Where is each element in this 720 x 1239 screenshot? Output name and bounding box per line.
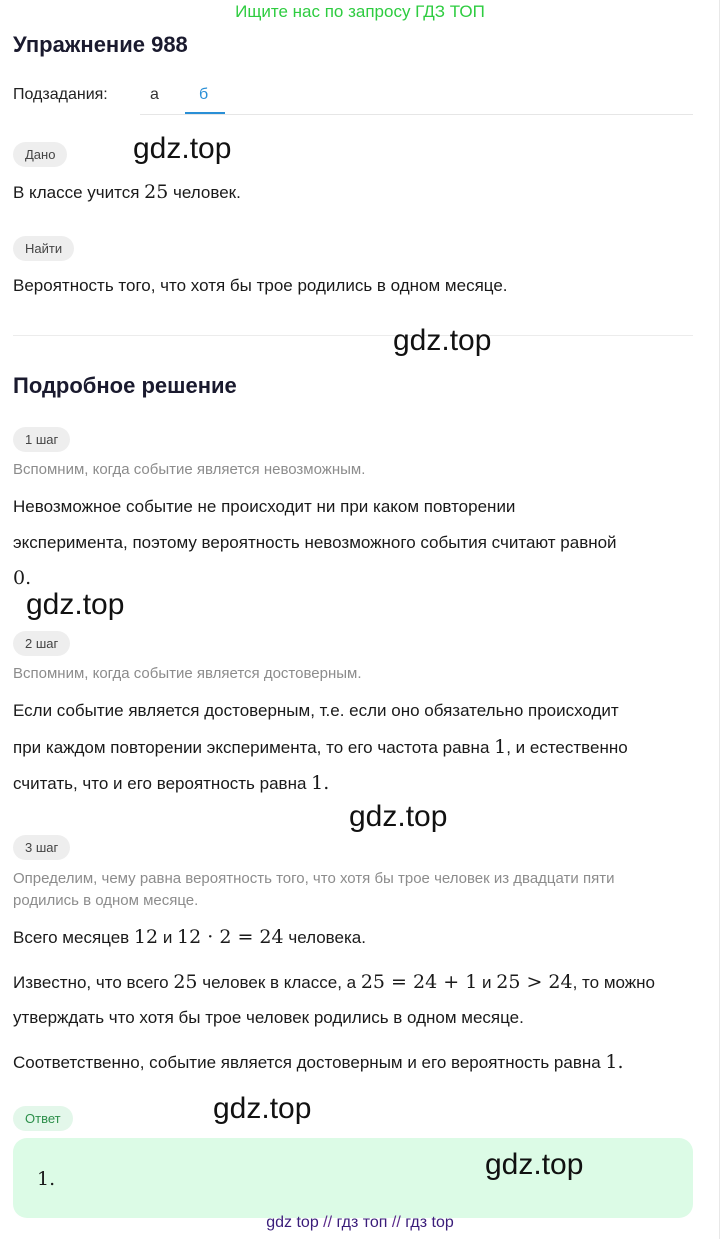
step-1-value: 0. bbox=[13, 567, 32, 589]
step-3-tag: 3 шаг bbox=[13, 835, 70, 860]
step-3-hint: Определим, чему равна вероятность того, что хотя бы трое человек из двадцати пяти bbox=[13, 870, 615, 887]
given-tag: Дано bbox=[13, 142, 67, 167]
footer-links bbox=[0, 1214, 720, 1232]
watermark: gdz.top bbox=[26, 588, 125, 621]
answer-tag: Ответ bbox=[13, 1106, 73, 1131]
step-3-hint: родились в одном месяце. bbox=[13, 892, 199, 909]
given-text: В классе учится 25 человек. bbox=[13, 181, 241, 203]
step-2-line: считать, что и его вероятность равна 1. bbox=[13, 772, 330, 794]
step-2-line: Если событие является достоверным, т.е. если оно обязательно происходит bbox=[13, 701, 619, 720]
step-2-line: при каждом повторении эксперимента, то его частота равна 1, и естественно bbox=[13, 736, 628, 758]
find-tag: Найти bbox=[13, 236, 74, 261]
footer-link-gdz-top-ru[interactable]: гдз топ bbox=[336, 1214, 388, 1231]
footer-separator: // bbox=[391, 1214, 401, 1231]
answer-box bbox=[13, 1138, 693, 1218]
watermark: gdz.top bbox=[213, 1092, 312, 1125]
tab-subtask-b[interactable]: б bbox=[199, 86, 209, 103]
step-3-known: Известно, что всего 25 человек в классе, а 25 = 24 + 1 и 25 > 24, то можно bbox=[13, 971, 655, 993]
tabs-divider bbox=[140, 114, 693, 115]
solution-title: Подробное решение bbox=[13, 373, 237, 398]
active-tab-indicator bbox=[185, 112, 225, 114]
step-3-line: утверждать что хотя бы трое человек родились в одном месяце. bbox=[13, 1008, 524, 1027]
watermark: gdz.top bbox=[133, 132, 232, 165]
step-1-line: эксперимента, поэтому вероятность невозможного события считают равной bbox=[13, 533, 617, 552]
footer-separator: // bbox=[323, 1214, 333, 1231]
step-1-tag: 1 шаг bbox=[13, 427, 70, 452]
search-banner: Ищите нас по запросу ГДЗ ТОП bbox=[235, 2, 485, 21]
tab-subtask-a[interactable]: а bbox=[150, 86, 159, 103]
watermark: gdz.top bbox=[393, 324, 492, 357]
step-3-months: Всего месяцев 12 и 12 · 2 = 24 человека. bbox=[13, 926, 366, 948]
step-1-hint: Вспомним, когда событие является невозможным. bbox=[13, 461, 366, 478]
find-text: Вероятность того, что хотя бы трое родились в одном месяце. bbox=[13, 276, 508, 295]
step-2-hint: Вспомним, когда событие является достоверным. bbox=[13, 665, 362, 682]
step-1-line: Невозможное событие не происходит ни при каком повторении bbox=[13, 497, 516, 516]
step-2-tag: 2 шаг bbox=[13, 631, 70, 656]
watermark: gdz.top bbox=[485, 1148, 584, 1181]
step-3-conclusion: Соответственно, событие является достоверным и его вероятность равна 1. bbox=[13, 1051, 624, 1073]
footer-link-gdz-top-mixed[interactable]: гдз top bbox=[405, 1214, 454, 1231]
page-title: Упражнение 988 bbox=[13, 32, 188, 57]
watermark: gdz.top bbox=[349, 800, 448, 833]
footer-link-gdz-top[interactable]: gdz top bbox=[266, 1214, 319, 1231]
answer-value: 1. bbox=[37, 1168, 56, 1190]
subtasks-label: Подзадания: bbox=[13, 86, 108, 103]
section-divider bbox=[13, 335, 693, 336]
